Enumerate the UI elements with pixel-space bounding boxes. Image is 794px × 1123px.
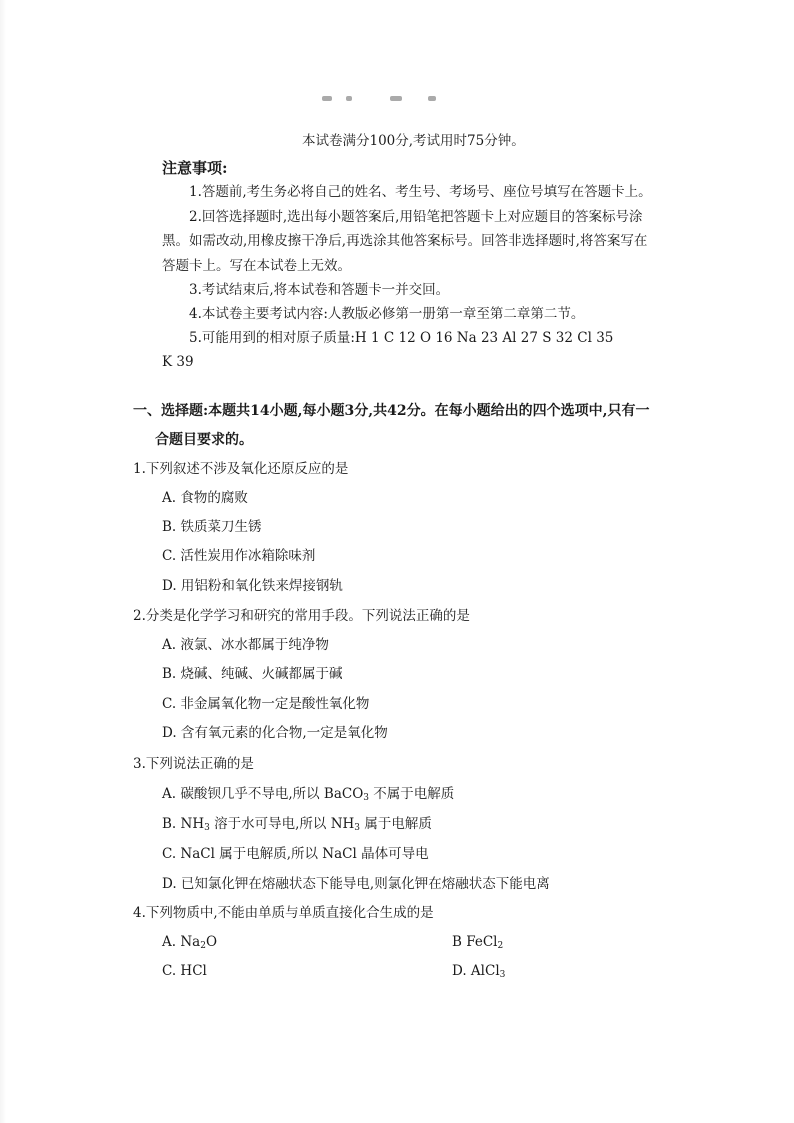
subscript: 2 bbox=[497, 941, 504, 951]
question-2-option-b: B. 烧碱、纯碱、火碱都属于碱 bbox=[162, 666, 343, 682]
question-4-option-a-text: A. Na bbox=[162, 934, 201, 950]
notice-item-2-line-1: 2.回答选择题时,选出每小题答案后,用铅笔把答题卡上对应题目的答案标号涂 bbox=[189, 209, 643, 225]
notice-item-4: 4.本试卷主要考试内容:人教版必修第一册第一章至第二章第二节。 bbox=[189, 306, 585, 322]
question-1-option-d: D. 用铝粉和氧化铁来焊接钢轨 bbox=[162, 578, 343, 594]
question-4-option-b bbox=[452, 933, 503, 951]
subscript: 3 bbox=[354, 823, 361, 833]
question-4-option-d-text: D. AlCl bbox=[452, 963, 500, 979]
section-1-title-line-2: 合题目要求的。 bbox=[155, 432, 253, 448]
question-4-option-a bbox=[162, 933, 217, 951]
question-4-option-d bbox=[452, 962, 505, 980]
question-1-stem: 1.下列叙述不涉及氧化还原反应的是 bbox=[133, 461, 349, 477]
question-4-stem: 4.下列物质中,不能由单质与单质直接化合生成的是 bbox=[133, 905, 434, 921]
question-3-stem: 3.下列说法正确的是 bbox=[133, 756, 254, 772]
notice-item-3: 3.考试结束后,将本试卷和答题卡一并交回。 bbox=[189, 282, 450, 298]
notice-item-2-line-2: 黑。如需改动,用橡皮擦干净后,再选涂其他答案标号。回答非选择题时,将答案写在 bbox=[162, 233, 648, 249]
question-4-option-a-text-end: O bbox=[205, 934, 218, 950]
question-2-stem: 2.分类是化学学习和研究的常用手段。下列说法正确的是 bbox=[133, 608, 470, 624]
question-3-option-b-text: B. NH bbox=[162, 816, 205, 832]
exam-info: 本试卷满分100分,考试用时75分钟。 bbox=[302, 133, 525, 149]
subscript: 2 bbox=[200, 941, 206, 951]
notice-item-2-line-3: 答题卡上。写在本试卷上无效。 bbox=[162, 258, 351, 274]
question-3-option-a-text: A. 碳酸钡几乎不导电,所以 BaCO bbox=[162, 786, 364, 802]
question-3-option-c: C. NaCl 属于电解质,所以 NaCl 晶体可导电 bbox=[162, 846, 429, 862]
question-4-option-c: C. HCl bbox=[162, 963, 207, 979]
notice-item-1: 1.答题前,考生务必将自己的姓名、考生号、考场号、座位号填写在答题卡上。 bbox=[189, 184, 652, 200]
notice-title: 注意事项: bbox=[162, 159, 228, 177]
question-3-option-a-text-end: 不属于电解质 bbox=[369, 786, 455, 802]
cropped-title-remnant bbox=[300, 96, 500, 104]
notice-item-5-line-1: 5.可能用到的相对原子质量:H 1 C 12 O 16 Na 23 Al 27 S 32 Cl 35 bbox=[189, 330, 614, 346]
question-3-option-b bbox=[162, 815, 432, 833]
question-2-option-a: A. 液氯、冰水都属于纯净物 bbox=[162, 637, 329, 653]
question-3-option-b-text-mid: 溶于水可导电,所以 NH bbox=[209, 816, 355, 832]
question-2-option-c: C. 非金属氧化物一定是酸性氧化物 bbox=[162, 696, 370, 712]
subscript: 3 bbox=[363, 793, 370, 803]
question-1-option-b: B. 铁质菜刀生锈 bbox=[162, 519, 262, 535]
scan-edge-shadow bbox=[0, 0, 6, 1123]
question-4-option-b-text: B FeCl bbox=[452, 934, 498, 950]
section-1-title-line-1: 一、选择题:本题共14小题,每小题3分,共42分。在每小题给出的四个选项中,只有一 bbox=[133, 403, 650, 419]
notice-item-5-line-2: K 39 bbox=[162, 354, 194, 370]
subscript: 3 bbox=[204, 823, 210, 833]
question-1-option-a: A. 食物的腐败 bbox=[162, 490, 248, 506]
question-3-option-a bbox=[162, 785, 454, 803]
question-1-option-c: C. 活性炭用作冰箱除味剂 bbox=[162, 548, 316, 564]
question-2-option-d: D. 含有氧元素的化合物,一定是氧化物 bbox=[162, 725, 388, 741]
question-3-option-d: D. 已知氯化钾在熔融状态下能导电,则氯化钾在熔融状态下能电离 bbox=[162, 876, 550, 892]
question-3-option-b-text-end: 属于电解质 bbox=[360, 816, 432, 832]
subscript: 3 bbox=[499, 970, 506, 980]
